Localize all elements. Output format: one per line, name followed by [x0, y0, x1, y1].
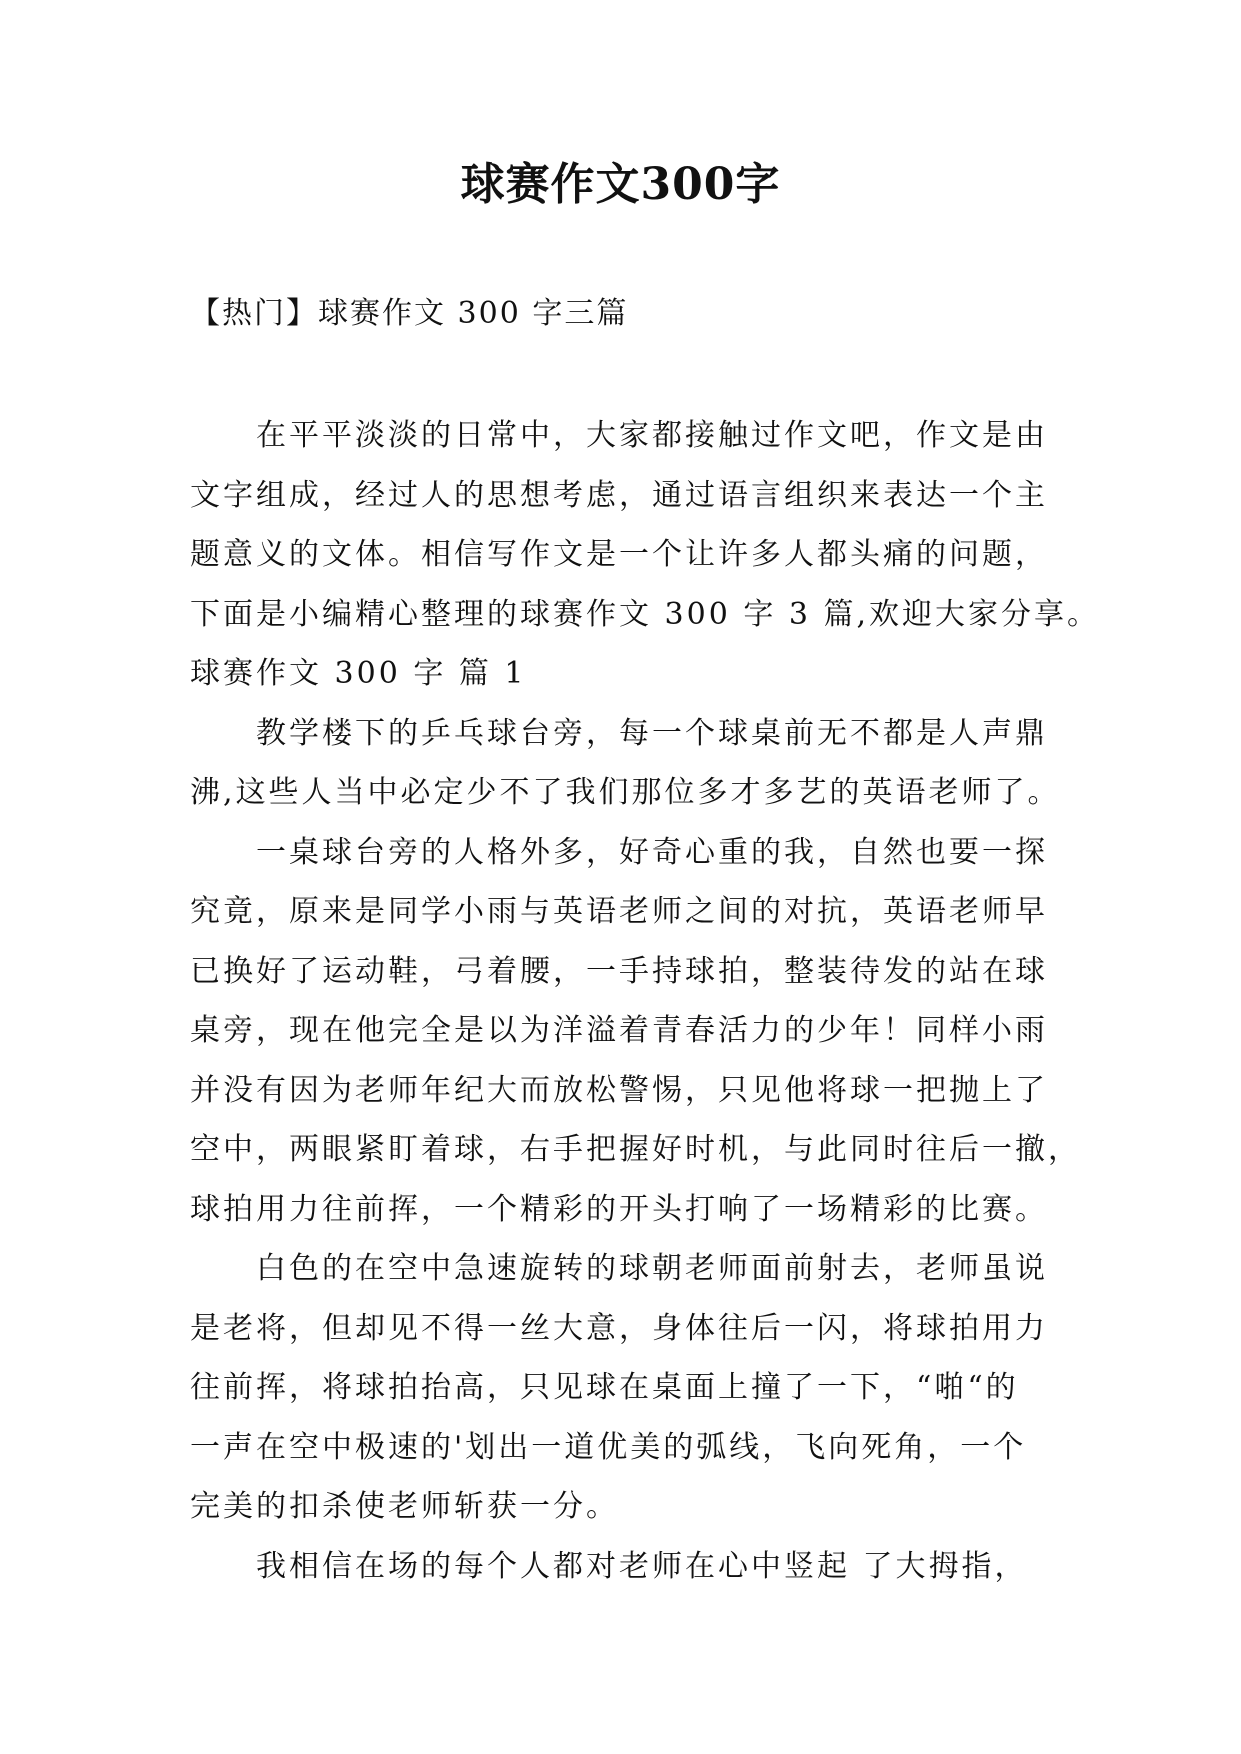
- paragraph-line: 往前挥，将球拍抬高，只见球在桌面上撞了一下，“啪“的: [190, 1370, 1019, 1405]
- paragraph-line: 球拍用力往前挥，一个精彩的开头打响了一场精彩的比赛。: [190, 1191, 1048, 1227]
- paragraph-line: 在平平淡淡的日常中，大家都接触过作文吧，作文是由: [256, 418, 1048, 453]
- page-subtitle: 【热门】球赛作文 300 字三篇: [190, 296, 629, 331]
- paragraph-line: 一声在空中极速的'划出一道优美的弧线，飞向死角，一个: [190, 1429, 1027, 1465]
- paragraph-line: 我相信在场的每个人都对老师在心中竖起 了大拇指，: [256, 1548, 1028, 1584]
- paragraph-line: 题意义的文体。相信写作文是一个让许多人都头痛的问题，: [190, 537, 1048, 572]
- paragraph-line: 桌旁，现在他完全是以为洋溢着青春活力的少年！同样小雨: [190, 1013, 1048, 1048]
- paragraph-line: 是老将，但却见不得一丝大意，身体往后一闪，将球拍用力: [190, 1310, 1048, 1346]
- body-text: [190, 406, 1101, 1596]
- paragraph-line: 下面是小编精心整理的球赛作文 300 字 3 篇,欢迎大家分享。: [190, 596, 1101, 632]
- paragraph-line: 已换好了运动鞋，弓着腰，一手持球拍，整装待发的站在球: [190, 953, 1048, 989]
- paragraph-line: 空中，两眼紧盯着球，右手把握好时机，与此同时往后一撤，: [190, 1132, 1081, 1167]
- page-title: 球赛作文300字: [460, 159, 781, 210]
- paragraph-line: 文字组成，经过人的思想考虑，通过语言组织来表达一个主: [190, 477, 1048, 513]
- paragraph-line: 一桌球台旁的人格外多，好奇心重的我，自然也要一探: [256, 834, 1048, 870]
- paragraph-line: 沸,这些人当中必定少不了我们那位多才多艺的英语老师了。: [190, 775, 1061, 810]
- paragraph-line: 教学楼下的乒乓球台旁，每一个球桌前无不都是人声鼎: [256, 715, 1048, 751]
- section-heading: 球赛作文 300 字 篇 1: [190, 656, 527, 691]
- paragraph-line: 完美的扣杀使老师斩获一分。: [190, 1489, 619, 1524]
- paragraph-line: 并没有因为老师年纪大而放松警惕，只见他将球一把抛上了: [190, 1072, 1048, 1108]
- paragraph-line: 究竟，原来是同学小雨与英语老师之间的对抗，英语老师早: [190, 894, 1048, 929]
- paragraph-line: 白色的在空中急速旋转的球朝老师面前射去，老师虽说: [256, 1251, 1048, 1286]
